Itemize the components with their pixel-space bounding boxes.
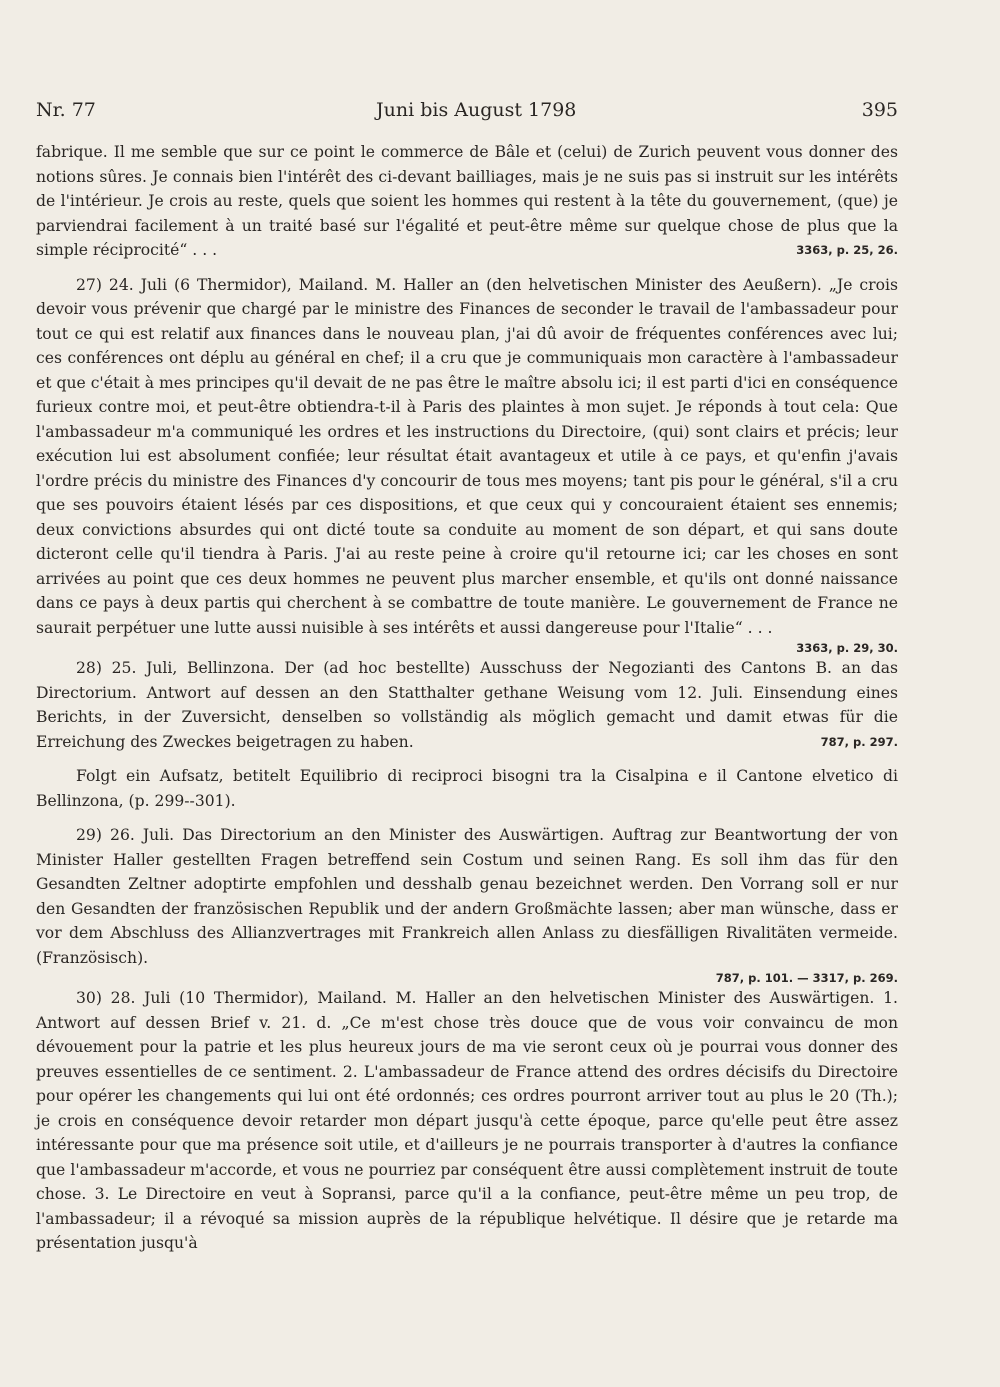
entry-28 <box>36 656 898 754</box>
date-range-title: Juni bis August 1798 <box>376 99 577 121</box>
continuation-paragraph <box>36 140 898 263</box>
page-number: 395 <box>861 99 898 121</box>
entry-29 <box>36 823 898 970</box>
document-body <box>36 140 898 1256</box>
entry-27 <box>36 273 898 641</box>
entry-28-note <box>36 764 898 813</box>
paragraph-text: 27) 24. Juli (6 Thermidor), Mailand. M. Haller an (den helvetischen Minister des Aeußern). „Je crois devoir vous prévenir que chargé par le ministre des Finances de seconder le travail de l'ambassadeur pour tout ce qui est relatif aux finances dans le nouveau plan, j'ai dû avoir de fréquentes conférences avec lui; ces conférences ont déplu au général en chef; il a cru que je communiquais mon caractère à l'ambassadeur et que c'était à mes principes qu'il devait de ne pas être le maître absolu ici; il est parti d'ici en conséquence furieux contre moi, et peut-être obtiendra-t-il à Paris des plaintes à mon sujet. Je réponds à tout cela: Que l'ambassadeur m'a communiqué les ordres et les instructions du Directoire, (qui) sont clairs et précis; leur exécution lui est absolument confiée; leur résultat était avantageux et utile à ce pays, et qu'enfin j'avais l'ordre précis du ministre des Finances d'y concourir de tous mes moyens; tant pis pour le général, s'il a cru que ses pouvoirs étaient lésés par ces dispositions, et que ceux qui y concouraient étaient ses ennemis; deux convictions absurdes qui ont dicté toute sa conduite au moment de son départ, et qui sans doute dicteront celle qu'il tiendra à Paris. J'ai au reste peine à croire qu'il retourne ici; car les choses en sont arrivées au point que ces deux hommes ne peuvent plus marcher ensemble, et qu'ils ont donné naissance dans ce pays à deux partis qui cherchent à se combattre de toute manière. Le gouvernement de France ne saurait perpétuer une lutte aussi nuisible à ses intérêts et aussi dangereuse pour l'Italie“ . . . <box>36 275 898 637</box>
paragraph-text: 30) 28. Juli (10 Thermidor), Mailand. M. Haller an den helvetischen Minister des Auswärtigen. 1. Antwort auf dessen Brief v. 21. d. „Ce m'est chose très douce que de vous voir convaincu de mon dévouement pour la patrie et les plus heureux jours de ma vie seront ceux où je pourrai vous donner des preuves essentielles de ce sentiment. 2. L'ambassadeur de France attend des ordres décisifs du Directoire pour opérer les changements qui lui ont été ordonnés; ces ordres pourront arriver tout au plus le 20 (Th.); je crois en conséquence devoir retarder mon départ jusqu'à cette époque, parce qu'elle peut être assez intéressante pour que ma présence soit utile, et d'ailleurs je ne pourrais transporter à d'autres la confiance que l'ambassadeur m'accorde, et vous ne pourriez par conséquent être aussi complètement instruit de toute chose. 3. Le Directoire en veut à Sopransi, parce qu'il a la confiance, peut-être même un peu trop, de l'ambassadeur; il a révoqué sa mission auprès de la république helvétique. Il désire que je retarde ma présentation jusqu'à <box>36 989 898 1252</box>
paragraph-text: 29) 26. Juli. Das Directorium an den Minister des Auswärtigen. Auftrag zur Beantwortung der von Minister Haller gestellten Fragen betreffend sein Costum und seinen Rang. Es soll ihm das für den Gesandten Zeltner adoptirte empfohlen und desshalb genau bezeichnet werden. Den Vorrang soll er nur den Gesandten der französischen Republik und der andern Großmächte lassen; aber man wünsche, dass er vor dem Abschluss des Allianzvertrages mit Frankreich allen Anlass zu diesfälligen Rivalitäten vermeide. (Französisch). <box>36 826 898 967</box>
paragraph-text: fabrique. Il me semble que sur ce point le commerce de Bâle et (celui) de Zurich peuvent vous donner des notions sûres. Je connais bien l'intérêt des ci-devant bailliages, mais je ne suis pas si instruit sur les intérêts de l'intérieur. Je crois au reste, quels que soient les hommes qui restent à la tête du gouvernement, (que) je parviendrai facilement à un traité basé sur l'égalité et peut-être même sur quelque chose de plus que la simple réciprocité“ . . . <box>36 143 898 259</box>
source-reference: 3363, p. 25, 26. <box>796 243 898 257</box>
document-number: Nr. 77 <box>36 99 96 121</box>
source-reference: 3363, p. 29, 30. <box>796 641 898 655</box>
running-header <box>36 99 898 129</box>
entry-30 <box>36 986 898 1256</box>
source-reference: 787, p. 297. <box>820 734 898 749</box>
paragraph-text: Folgt ein Aufsatz, betitelt Equilibrio di reciproci bisogni tra la Cisalpina e il Cantone elvetico di Bellinzona, (p. 299--301). <box>36 767 898 810</box>
paragraph-text: 28) 25. Juli, Bellinzona. Der (ad hoc bestellte) Ausschuss der Negozianti des Cantons B. an das Directorium. Antwort auf dessen an den Statthalter gethane Weisung vom 12. Juli. Einsendung eines Berichts, in der Zuversicht, denselben so vollständig als möglich gemacht und damit etwas für die Erreichung des Zweckes beigetragen zu haben. <box>36 659 898 751</box>
document-page <box>36 0 898 1387</box>
source-reference: 787, p. 101. — 3317, p. 269. <box>715 971 898 985</box>
